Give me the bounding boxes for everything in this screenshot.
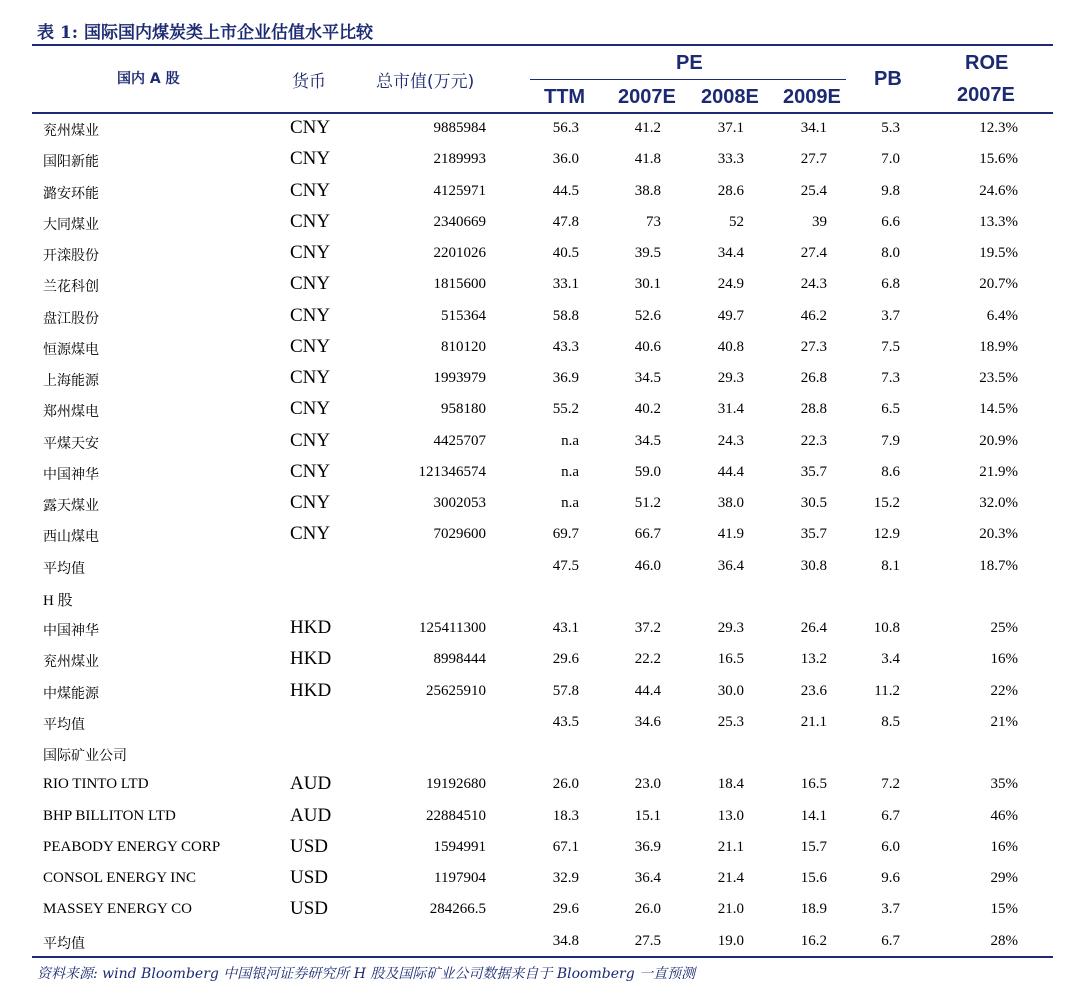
pb-cell: 15.2 xyxy=(873,495,900,511)
roe-cell: 23.5% xyxy=(979,370,1018,386)
currency-cell: CNY xyxy=(290,148,331,170)
roe-cell: 15.6% xyxy=(979,151,1018,168)
pe-2007e-cell: 34.6 xyxy=(634,713,661,730)
market-cap-cell: 25625910 xyxy=(426,682,486,699)
pb-cell: 9.6 xyxy=(881,870,900,886)
pe-2008e-cell: 31.4 xyxy=(717,401,744,418)
currency-cell: CNY xyxy=(290,273,331,295)
ttm-cell: 43.3 xyxy=(552,338,579,355)
pe-2007e-cell: 52.6 xyxy=(634,307,661,324)
company-name-cell: 恒源煤电 xyxy=(43,341,99,358)
pe-2008e-cell: 19.0 xyxy=(717,932,744,949)
pb-cell: 6.7 xyxy=(881,932,900,949)
header-ttm: TTM xyxy=(544,86,586,108)
header-roe-2007e: 2007E xyxy=(957,84,1015,106)
pb-cell: 3.4 xyxy=(881,651,900,668)
pe-2009e-cell: 24.3 xyxy=(800,276,827,293)
market-cap-cell: 1197904 xyxy=(434,870,486,886)
company-name-cell: 平均值 xyxy=(43,716,85,733)
pe-2008e-cell: 36.4 xyxy=(717,557,744,574)
market-cap-cell: 810120 xyxy=(441,338,486,355)
market-cap-cell: 1594991 xyxy=(433,838,486,855)
market-cap-cell: 19192680 xyxy=(426,776,486,793)
company-name-cell: 西山煤电 xyxy=(43,529,99,546)
company-name-cell: 兖州煤业 xyxy=(43,123,99,139)
currency-cell: CNY xyxy=(290,117,331,138)
pe-2009e-cell: 18.9 xyxy=(800,901,827,918)
ttm-cell: n.a xyxy=(561,432,579,449)
pe-2007e-cell: 41.2 xyxy=(634,120,661,136)
roe-cell: 20.3% xyxy=(979,526,1018,543)
pe-2008e-cell: 28.6 xyxy=(717,182,744,199)
pe-2007e-cell: 22.2 xyxy=(634,651,661,668)
ttm-cell: 32.9 xyxy=(552,870,579,886)
company-name-cell: 开滦股份 xyxy=(43,248,99,264)
pb-cell: 7.3 xyxy=(881,370,900,386)
pe-2008e-cell: 13.0 xyxy=(717,807,744,824)
roe-cell: 14.5% xyxy=(979,401,1018,418)
pe-2007e-cell: 38.8 xyxy=(634,182,661,199)
pe-2009e-cell: 35.7 xyxy=(800,463,827,480)
currency-cell: USD xyxy=(290,898,329,920)
company-name-cell: 中国神华 xyxy=(43,623,99,639)
roe-cell: 15% xyxy=(990,901,1018,918)
ttm-cell: 43.5 xyxy=(552,713,579,730)
pe-2009e-cell: 26.8 xyxy=(800,370,827,386)
ttm-cell: 56.3 xyxy=(552,120,579,136)
pb-cell: 5.3 xyxy=(881,120,900,136)
currency-cell: HKD xyxy=(290,648,332,670)
company-name-cell: MASSEY ENERGY CO xyxy=(43,901,192,918)
roe-cell: 21.9% xyxy=(979,463,1018,480)
company-name-cell: 兖州煤业 xyxy=(43,654,99,671)
roe-cell: 19.5% xyxy=(979,245,1018,261)
market-cap-cell: 2201026 xyxy=(433,245,486,261)
roe-cell: 29% xyxy=(990,870,1018,886)
currency-cell: CNY xyxy=(290,210,331,232)
company-name-cell: 兰花科创 xyxy=(43,279,99,296)
ttm-cell: 67.1 xyxy=(552,838,579,855)
pb-cell: 8.6 xyxy=(881,463,900,480)
header-pe: PE xyxy=(676,52,703,74)
roe-cell: 22% xyxy=(990,682,1018,699)
pb-cell: 11.2 xyxy=(874,682,900,699)
currency-cell: CNY xyxy=(290,523,331,545)
ttm-cell: 57.8 xyxy=(552,682,579,699)
pe-2008e-cell: 18.4 xyxy=(717,776,744,793)
pe-2009e-cell: 15.7 xyxy=(800,838,827,855)
pe-2007e-cell: 51.2 xyxy=(634,495,661,511)
currency-cell: CNY xyxy=(290,179,331,201)
currency-cell: CNY xyxy=(290,492,331,513)
ttm-cell: 29.6 xyxy=(552,651,579,668)
currency-cell: CNY xyxy=(290,304,331,326)
pe-2007e-cell: 66.7 xyxy=(634,526,661,543)
ttm-cell: 47.5 xyxy=(552,557,579,574)
pe-2009e-cell: 39 xyxy=(812,213,827,230)
pe-2007e-cell: 34.5 xyxy=(634,370,661,386)
currency-cell: CNY xyxy=(290,398,331,420)
company-name-cell: H 股 xyxy=(43,592,73,609)
pe-2008e-cell: 29.3 xyxy=(717,620,744,636)
header-2007e: 2007E xyxy=(618,86,676,108)
ttm-cell: 69.7 xyxy=(552,526,579,543)
pb-cell: 6.5 xyxy=(881,401,900,418)
header-market-cap: 总市值(万元) xyxy=(376,72,475,92)
roe-cell: 18.9% xyxy=(979,338,1018,355)
ttm-cell: 29.6 xyxy=(552,901,579,918)
pe-2009e-cell: 16.5 xyxy=(800,776,827,793)
pe-2008e-cell: 38.0 xyxy=(717,495,744,511)
currency-cell: USD xyxy=(290,835,329,857)
pe-2008e-cell: 41.9 xyxy=(717,526,744,543)
ttm-cell: 58.8 xyxy=(552,307,579,324)
pe-underline xyxy=(530,79,846,80)
pe-2009e-cell: 13.2 xyxy=(800,651,827,668)
pe-2007e-cell: 23.0 xyxy=(634,776,661,793)
pe-2007e-cell: 15.1 xyxy=(634,807,661,824)
roe-cell: 24.6% xyxy=(979,182,1018,199)
market-cap-cell: 4425707 xyxy=(433,432,486,449)
company-name-cell: 露天煤业 xyxy=(43,498,99,514)
pe-2009e-cell: 16.2 xyxy=(800,932,827,949)
ttm-cell: 47.8 xyxy=(552,213,579,230)
pe-2007e-cell: 39.5 xyxy=(634,245,661,261)
roe-cell: 20.9% xyxy=(979,432,1018,449)
pb-cell: 7.0 xyxy=(881,151,900,168)
pe-2009e-cell: 27.4 xyxy=(800,245,827,261)
header-pb: PB xyxy=(874,68,902,90)
ttm-cell: 55.2 xyxy=(552,401,579,418)
market-cap-cell: 958180 xyxy=(441,401,486,418)
pe-2009e-cell: 14.1 xyxy=(800,807,827,824)
header-roe: ROE xyxy=(965,52,1009,74)
market-cap-cell: 2340669 xyxy=(433,213,486,230)
pb-cell: 3.7 xyxy=(881,307,900,324)
company-name-cell: 中煤能源 xyxy=(43,685,99,702)
company-name-cell: 盘江股份 xyxy=(43,310,99,327)
pb-cell: 8.5 xyxy=(881,713,900,730)
currency-cell: HKD xyxy=(290,617,332,638)
market-cap-cell: 515364 xyxy=(441,307,486,324)
roe-cell: 16% xyxy=(990,838,1018,855)
pe-2009e-cell: 27.7 xyxy=(800,151,827,168)
header-2009e: 2009E xyxy=(783,86,841,108)
ttm-cell: 18.3 xyxy=(552,807,579,824)
company-name-cell: 潞安环能 xyxy=(43,185,99,202)
pe-2007e-cell: 44.4 xyxy=(634,682,661,699)
pb-cell: 8.1 xyxy=(881,557,900,574)
pe-2008e-cell: 21.4 xyxy=(717,870,744,886)
pb-cell: 6.0 xyxy=(881,838,900,855)
company-name-cell: 国阳新能 xyxy=(43,154,99,171)
roe-cell: 13.3% xyxy=(979,213,1018,230)
header-2008e: 2008E xyxy=(701,86,759,108)
market-cap-cell: 22884510 xyxy=(426,807,486,824)
company-name-cell: 上海能源 xyxy=(43,373,99,389)
pe-2007e-cell: 73 xyxy=(646,213,661,230)
company-name-cell: CONSOL ENERGY INC xyxy=(43,870,197,886)
pe-2009e-cell: 28.8 xyxy=(800,401,827,418)
pb-cell: 10.8 xyxy=(873,620,900,636)
currency-cell: CNY xyxy=(290,242,331,263)
pe-2008e-cell: 21.1 xyxy=(717,838,744,855)
pe-2007e-cell: 46.0 xyxy=(634,557,661,574)
pe-2007e-cell: 30.1 xyxy=(634,276,661,293)
top-rule xyxy=(32,44,1053,46)
pe-2009e-cell: 46.2 xyxy=(800,307,827,324)
roe-cell: 18.7% xyxy=(979,557,1018,574)
pe-2007e-cell: 40.2 xyxy=(634,401,661,418)
ttm-cell: 33.1 xyxy=(552,276,579,293)
pe-2007e-cell: 59.0 xyxy=(634,463,661,480)
table-title: 表 1: 国际国内煤炭类上市企业估值水平比较 xyxy=(37,23,373,43)
market-cap-cell: 2189993 xyxy=(433,151,486,168)
roe-cell: 35% xyxy=(990,776,1018,793)
pe-2007e-cell: 36.9 xyxy=(634,838,661,855)
currency-cell: CNY xyxy=(290,460,331,482)
pb-cell: 6.8 xyxy=(881,276,900,293)
market-cap-cell: 9885984 xyxy=(433,120,486,136)
company-name-cell: 中国神华 xyxy=(43,466,99,483)
currency-cell: CNY xyxy=(290,367,331,388)
pe-2008e-cell: 25.3 xyxy=(717,713,744,730)
company-name-cell: PEABODY ENERGY CORP xyxy=(43,838,221,855)
market-cap-cell: 4125971 xyxy=(433,182,486,199)
header-bottom-rule xyxy=(32,112,1053,114)
roe-cell: 25% xyxy=(990,620,1018,636)
pe-2009e-cell: 15.6 xyxy=(800,870,827,886)
pe-2008e-cell: 37.1 xyxy=(717,120,744,136)
roe-cell: 16% xyxy=(990,651,1018,668)
pe-2009e-cell: 27.3 xyxy=(800,338,827,355)
pe-2009e-cell: 23.6 xyxy=(800,682,827,699)
pe-2008e-cell: 34.4 xyxy=(717,245,744,261)
roe-cell: 21% xyxy=(990,713,1018,730)
ttm-cell: 43.1 xyxy=(552,620,579,636)
currency-cell: HKD xyxy=(290,679,332,701)
ttm-cell: 44.5 xyxy=(552,182,579,199)
ttm-cell: 26.0 xyxy=(552,776,579,793)
pe-2008e-cell: 21.0 xyxy=(717,901,744,918)
pe-2007e-cell: 41.8 xyxy=(634,151,661,168)
pe-2009e-cell: 21.1 xyxy=(800,713,827,730)
roe-cell: 28% xyxy=(990,932,1018,949)
pe-2008e-cell: 52 xyxy=(729,213,744,230)
company-name-cell: 平均值 xyxy=(43,560,85,577)
pe-2009e-cell: 30.8 xyxy=(800,557,827,574)
company-name-cell: RIO TINTO LTD xyxy=(43,776,149,793)
roe-cell: 46% xyxy=(990,807,1018,824)
market-cap-cell: 3002053 xyxy=(433,495,486,511)
ttm-cell: 36.0 xyxy=(552,151,579,168)
header-currency: 货币 xyxy=(292,72,326,92)
company-name-cell: BHP BILLITON LTD xyxy=(43,807,176,824)
ttm-cell: 34.8 xyxy=(552,932,579,949)
roe-cell: 12.3% xyxy=(979,120,1018,136)
currency-cell: AUD xyxy=(290,773,332,795)
pe-2007e-cell: 27.5 xyxy=(634,932,661,949)
pe-2008e-cell: 29.3 xyxy=(717,370,744,386)
market-cap-cell: 8998444 xyxy=(433,651,486,668)
pb-cell: 7.2 xyxy=(881,776,900,793)
pb-cell: 12.9 xyxy=(873,526,900,543)
pe-2008e-cell: 24.9 xyxy=(717,276,744,293)
pb-cell: 3.7 xyxy=(881,901,900,918)
pe-2008e-cell: 40.8 xyxy=(717,338,744,355)
pe-2009e-cell: 25.4 xyxy=(800,182,827,199)
market-cap-cell: 7029600 xyxy=(433,526,486,543)
pe-2007e-cell: 26.0 xyxy=(634,901,661,918)
bottom-rule xyxy=(32,956,1053,958)
source-note: 资料来源: wind Bloomberg 中国银河证券研究所 H 股及国际矿业公司数据来自于 Bloomberg 一直预测 xyxy=(37,966,696,982)
pb-cell: 8.0 xyxy=(881,245,900,261)
market-cap-cell: 1815600 xyxy=(433,276,486,293)
company-name-cell: 郑州煤电 xyxy=(43,404,99,421)
pb-cell: 6.7 xyxy=(881,807,900,824)
currency-cell: CNY xyxy=(290,335,331,357)
pe-2008e-cell: 30.0 xyxy=(717,682,744,699)
company-name-cell: 大同煤业 xyxy=(43,216,99,233)
pe-2009e-cell: 35.7 xyxy=(800,526,827,543)
market-cap-cell: 284266.5 xyxy=(429,901,486,918)
currency-cell: CNY xyxy=(290,429,331,451)
roe-cell: 20.7% xyxy=(979,276,1018,293)
company-name-cell: 平煤天安 xyxy=(43,435,99,452)
ttm-cell: n.a xyxy=(561,463,579,480)
market-cap-cell: 125411300 xyxy=(419,620,486,636)
pe-2007e-cell: 37.2 xyxy=(634,620,661,636)
pe-2008e-cell: 33.3 xyxy=(717,151,744,168)
pe-2009e-cell: 34.1 xyxy=(800,120,827,136)
pe-2009e-cell: 22.3 xyxy=(800,432,827,449)
pe-2009e-cell: 26.4 xyxy=(800,620,827,636)
pb-cell: 9.8 xyxy=(881,182,900,199)
pb-cell: 7.9 xyxy=(881,432,900,449)
pe-2009e-cell: 30.5 xyxy=(800,495,827,511)
pb-cell: 7.5 xyxy=(881,338,900,355)
pe-2008e-cell: 24.3 xyxy=(717,432,744,449)
roe-cell: 6.4% xyxy=(986,307,1018,324)
currency-cell: AUD xyxy=(290,804,332,826)
header-domestic-a: 国内 A 股 xyxy=(117,71,180,87)
ttm-cell: n.a xyxy=(561,495,579,511)
pe-2007e-cell: 40.6 xyxy=(634,338,661,355)
pe-2007e-cell: 34.5 xyxy=(634,432,661,449)
market-cap-cell: 121346574 xyxy=(418,463,486,480)
pe-2008e-cell: 49.7 xyxy=(717,307,744,324)
currency-cell: USD xyxy=(290,867,329,888)
market-cap-cell: 1993979 xyxy=(433,370,486,386)
roe-cell: 32.0% xyxy=(979,495,1018,511)
company-name-cell: 平均值 xyxy=(43,935,85,952)
ttm-cell: 40.5 xyxy=(552,245,579,261)
ttm-cell: 36.9 xyxy=(552,370,579,386)
pe-2008e-cell: 16.5 xyxy=(717,651,744,668)
pe-2008e-cell: 44.4 xyxy=(717,463,744,480)
pb-cell: 6.6 xyxy=(881,213,900,230)
pe-2007e-cell: 36.4 xyxy=(634,870,661,886)
company-name-cell: 国际矿业公司 xyxy=(43,748,127,764)
